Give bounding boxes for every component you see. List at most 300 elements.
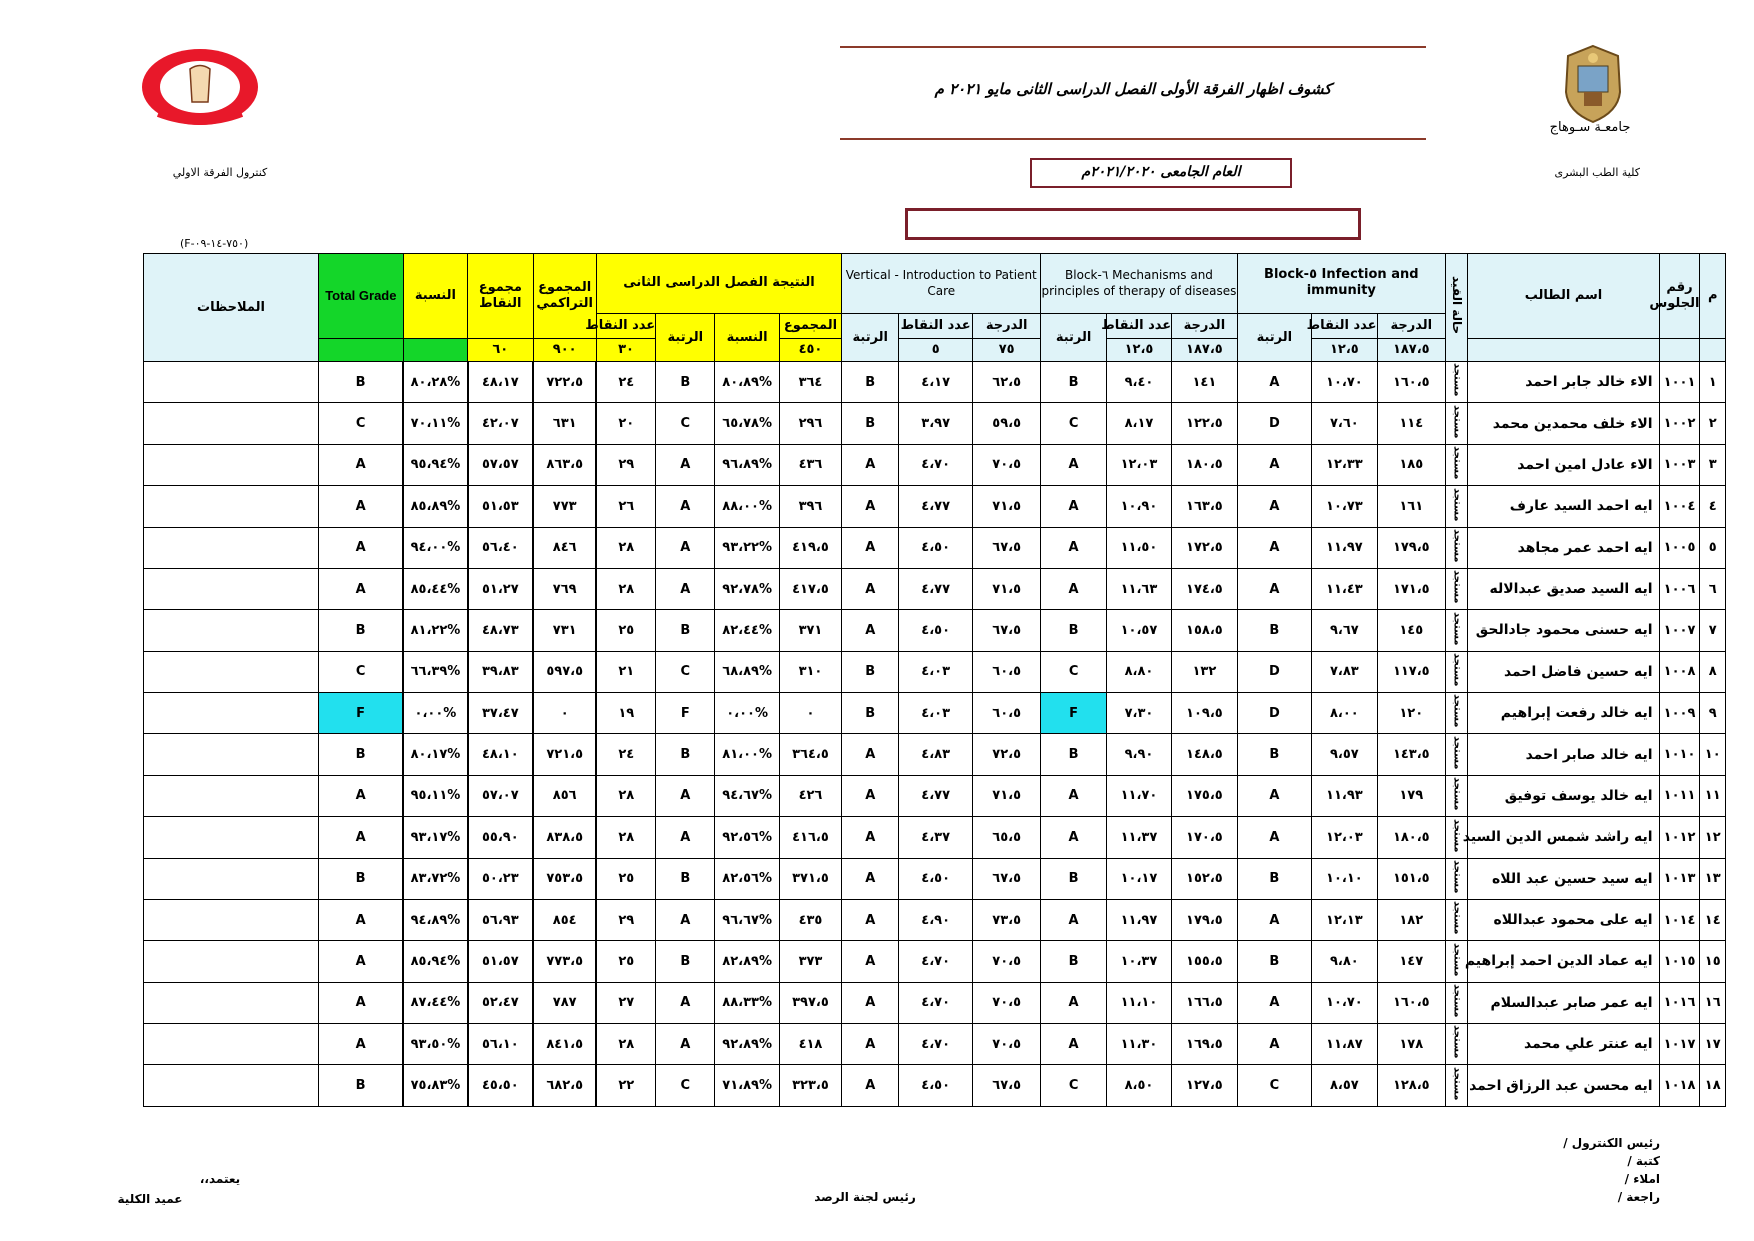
cell-seat: ١٠١٨	[1659, 1065, 1700, 1107]
cell-status: مستجد	[1446, 1024, 1468, 1065]
col-status: حالة القيد	[1446, 254, 1468, 362]
cell-m: ١٨	[1700, 1065, 1726, 1107]
cell-b6r: A	[1041, 568, 1106, 609]
cell-grade: C	[318, 403, 403, 444]
cell-rank: A	[656, 444, 715, 485]
cell-b5p: ١٢،٣٣	[1312, 444, 1377, 485]
cell-cum: ٨٥٤	[533, 899, 596, 940]
cell-name: الاء عادل امين احمد	[1468, 444, 1659, 485]
cell-notes	[144, 527, 319, 568]
cell-name: ايه راشد شمس الدين السيد	[1468, 817, 1659, 858]
cell-sp: ٢٠	[596, 403, 655, 444]
cell-ptot: ٤٨،١٧	[468, 362, 533, 403]
cell-seat: ١٠٠٣	[1659, 444, 1700, 485]
cell-fpct: %٩٥،٩٤	[403, 444, 467, 485]
cell-notes	[144, 1065, 319, 1107]
cell-ptot: ٤٥،٥٠	[468, 1065, 533, 1107]
cell-notes	[144, 982, 319, 1023]
cell-cum: ٨٣٨،٥	[533, 817, 596, 858]
col-block5: Block-٥ Infection and immunity	[1237, 254, 1445, 314]
cell-b6d: ١٧٢،٥	[1172, 527, 1237, 568]
cell-sp: ١٩	[596, 693, 655, 734]
cell-b6d: ١٥٢،٥	[1172, 858, 1237, 899]
cell-name: ايه عماد الدين احمد إبراهيم	[1468, 941, 1659, 982]
v-points: عدد النقاط	[899, 313, 973, 338]
cell-status: مستجد	[1446, 982, 1468, 1023]
cell-pct: %٩٢،٨٩	[715, 1024, 779, 1065]
sig-dictation: املاء /	[1624, 1172, 1660, 1186]
cell-seat: ١٠١٣	[1659, 858, 1700, 899]
cell-tot: ٣٧١،٥	[779, 858, 841, 899]
cell-vr: A	[842, 1065, 899, 1107]
cell-status: مستجد	[1446, 444, 1468, 485]
cell-fpct: %٠،٠٠	[403, 693, 467, 734]
cell-m: ١	[1700, 362, 1726, 403]
max-b6-points: ١٢،٥	[1106, 338, 1171, 361]
cell-b6d: ١٥٥،٥	[1172, 941, 1237, 982]
cell-pct: %٨٢،٤٤	[715, 610, 779, 651]
cell-vr: A	[842, 610, 899, 651]
cell-b6p: ١١،٥٠	[1106, 527, 1171, 568]
cell-b5d: ١١٧،٥	[1377, 651, 1445, 692]
cell-b5p: ٧،٨٣	[1312, 651, 1377, 692]
cell-b6r: A	[1041, 1024, 1106, 1065]
cell-notes	[144, 941, 319, 982]
cell-cum: ٦٣١	[533, 403, 596, 444]
cell-vr: B	[842, 693, 899, 734]
v-degree: الدرجة	[972, 313, 1040, 338]
cell-ptot: ٥١،٥٣	[468, 486, 533, 527]
cell-b5d: ١٦٠،٥	[1377, 362, 1445, 403]
cell-b6d: ١٣٢	[1172, 651, 1237, 692]
cell-b6d: ١٢٢،٥	[1172, 403, 1237, 444]
cell-vd: ٦٧،٥	[972, 527, 1040, 568]
title-rule-bottom	[840, 138, 1426, 140]
cell-b6r: F	[1041, 693, 1106, 734]
cell-m: ١٤	[1700, 899, 1726, 940]
cell-pct: %٩٦،٦٧	[715, 899, 779, 940]
cell-b6d: ١٨٠،٥	[1172, 444, 1237, 485]
university-seal-logo	[1548, 42, 1638, 127]
cell-vd: ٧٠،٥	[972, 444, 1040, 485]
cell-fpct: %٦٦،٣٩	[403, 651, 467, 692]
cell-rank: A	[656, 899, 715, 940]
cell-vr: B	[842, 651, 899, 692]
faculty-logo	[138, 44, 263, 130]
cell-b6r: C	[1041, 1065, 1106, 1107]
header-row-1	[144, 254, 1726, 314]
cell-cum: ٧٧٣	[533, 486, 596, 527]
b5-points: عدد النقاط	[1312, 313, 1377, 338]
cell-vd: ٧٠،٥	[972, 941, 1040, 982]
cell-ptot: ٥١،٢٧	[468, 568, 533, 609]
cell-sp: ٢٩	[596, 899, 655, 940]
cell-pct: %٩٤،٦٧	[715, 775, 779, 816]
cell-name: ايه خالد يوسف توفيق	[1468, 775, 1659, 816]
cell-b5p: ٨،٥٧	[1312, 1065, 1377, 1107]
cell-ptot: ٣٧،٤٧	[468, 693, 533, 734]
cell-b6d: ١٧٩،٥	[1172, 899, 1237, 940]
cell-b5p: ٩،٥٧	[1312, 734, 1377, 775]
cell-b5d: ١٢٠	[1377, 693, 1445, 734]
control-label: كنترول الفرقة الاولي	[172, 166, 268, 179]
max-cumulative: ٩٠٠	[533, 338, 596, 361]
col-m: م	[1700, 254, 1726, 339]
cell-m: ٥	[1700, 527, 1726, 568]
max-b5-degree: ١٨٧،٥	[1377, 338, 1445, 361]
cell-vr: A	[842, 941, 899, 982]
cell-b5r: A	[1237, 444, 1312, 485]
cell-cum: ٨٤١،٥	[533, 1024, 596, 1065]
cell-m: ٢	[1700, 403, 1726, 444]
cell-fpct: %٨٠،١٧	[403, 734, 467, 775]
cell-name: ايه خالد صابر احمد	[1468, 734, 1659, 775]
university-name: جامعـة سـوهاج	[1549, 120, 1631, 135]
cell-vr: A	[842, 858, 899, 899]
cell-b6p: ١١،٩٧	[1106, 899, 1171, 940]
cell-grade: A	[318, 568, 403, 609]
header-row-3	[144, 338, 1726, 361]
cell-fpct: %٨٥،٤٤	[403, 568, 467, 609]
cell-b6p: ٩،٩٠	[1106, 734, 1171, 775]
cell-m: ٦	[1700, 568, 1726, 609]
max-sem-points: ٣٠	[596, 338, 655, 361]
cell-vp: ٤،٧٠	[899, 1024, 973, 1065]
cell-rank: A	[656, 527, 715, 568]
cell-b5d: ١٦٠،٥	[1377, 982, 1445, 1023]
cell-b5d: ١٥١،٥	[1377, 858, 1445, 899]
cell-seat: ١٠٠٩	[1659, 693, 1700, 734]
cell-ptot: ٤٢،٠٧	[468, 403, 533, 444]
cell-m: ١٣	[1700, 858, 1726, 899]
cell-tot: ٣٦٤	[779, 362, 841, 403]
table-row	[144, 403, 1726, 444]
cell-b6p: ٩،٤٠	[1106, 362, 1171, 403]
cell-fpct: %٨٣،٧٢	[403, 858, 467, 899]
b6-rank: الرتبة	[1041, 313, 1106, 361]
cell-notes	[144, 444, 319, 485]
col-semester-result: النتيجة الفصل الدراسى الثانى	[596, 254, 841, 314]
cell-b6p: ١٠،٥٧	[1106, 610, 1171, 651]
cell-cum: ٧٢٢،٥	[533, 362, 596, 403]
cell-tot: ٣١٠	[779, 651, 841, 692]
cell-status: مستجد	[1446, 817, 1468, 858]
cell-cum: ٨٤٦	[533, 527, 596, 568]
cell-vd: ٧١،٥	[972, 775, 1040, 816]
cell-tot: ٣٧١	[779, 610, 841, 651]
cell-b6r: A	[1041, 775, 1106, 816]
table-row	[144, 486, 1726, 527]
cell-ptot: ٣٩،٨٣	[468, 651, 533, 692]
cell-b5d: ١٧٩،٥	[1377, 527, 1445, 568]
cell-ptot: ٥٢،٤٧	[468, 982, 533, 1023]
cell-b6r: B	[1041, 610, 1106, 651]
cell-vr: A	[842, 982, 899, 1023]
cell-b5d: ١٨٠،٥	[1377, 817, 1445, 858]
cell-vd: ٦٢،٥	[972, 362, 1040, 403]
cell-m: ٣	[1700, 444, 1726, 485]
cell-seat: ١٠١٧	[1659, 1024, 1700, 1065]
cell-b5r: A	[1237, 568, 1312, 609]
cell-tot: ٤١٩،٥	[779, 527, 841, 568]
cell-ptot: ٥٥،٩٠	[468, 817, 533, 858]
cell-pct: %٧١،٨٩	[715, 1065, 779, 1107]
cell-b5p: ٩،٨٠	[1312, 941, 1377, 982]
cell-notes	[144, 568, 319, 609]
cell-vp: ٤،٨٣	[899, 734, 973, 775]
cell-grade: A	[318, 775, 403, 816]
cell-fpct: %٩٣،٥٠	[403, 1024, 467, 1065]
cell-grade: A	[318, 444, 403, 485]
cell-b5p: ١١،٨٧	[1312, 1024, 1377, 1065]
cell-b6p: ١٠،١٧	[1106, 858, 1171, 899]
cell-vp: ٤،٣٧	[899, 817, 973, 858]
cell-b6d: ١٧٠،٥	[1172, 817, 1237, 858]
cell-notes	[144, 486, 319, 527]
cell-status: مستجد	[1446, 527, 1468, 568]
cell-seat: ١٠١١	[1659, 775, 1700, 816]
cell-vd: ٦٠،٥	[972, 651, 1040, 692]
cell-tot: ٤٣٦	[779, 444, 841, 485]
cell-fpct: %٨٥،٩٤	[403, 941, 467, 982]
cell-sp: ٢٤	[596, 362, 655, 403]
cell-seat: ١٠٠٧	[1659, 610, 1700, 651]
cell-cum: ٦٨٢،٥	[533, 1065, 596, 1107]
cell-vr: A	[842, 444, 899, 485]
cell-b5d: ١٦١	[1377, 486, 1445, 527]
cell-b5d: ١٤٣،٥	[1377, 734, 1445, 775]
cell-rank: A	[656, 486, 715, 527]
cell-status: مستجد	[1446, 403, 1468, 444]
cell-cum: ٧٨٧	[533, 982, 596, 1023]
cell-b5d: ١٨٢	[1377, 899, 1445, 940]
cell-m: ١٧	[1700, 1024, 1726, 1065]
cell-m: ١١	[1700, 775, 1726, 816]
cell-pct: %٩٦،٨٩	[715, 444, 779, 485]
cell-sp: ٢٨	[596, 817, 655, 858]
cell-b6r: B	[1041, 734, 1106, 775]
cell-ptot: ٤٨،٧٣	[468, 610, 533, 651]
cell-pct: %٦٨،٨٩	[715, 651, 779, 692]
cell-vd: ٧٠،٥	[972, 1024, 1040, 1065]
cell-vd: ٦٧،٥	[972, 858, 1040, 899]
cell-ptot: ٥٧،٥٧	[468, 444, 533, 485]
cell-b6r: B	[1041, 362, 1106, 403]
cell-b6d: ١٤١	[1172, 362, 1237, 403]
cell-b5d: ١٨٥	[1377, 444, 1445, 485]
cell-b6p: ١١،٣٠	[1106, 1024, 1171, 1065]
cell-rank: C	[656, 1065, 715, 1107]
cell-b5r: A	[1237, 982, 1312, 1023]
cell-cum: ٨٦٣،٥	[533, 444, 596, 485]
cell-rank: B	[656, 734, 715, 775]
cell-vp: ٤،٥٠	[899, 610, 973, 651]
cell-sp: ٢٥	[596, 858, 655, 899]
cell-fpct: %٩٤،٠٠	[403, 527, 467, 568]
cell-status: مستجد	[1446, 941, 1468, 982]
cell-vr: A	[842, 527, 899, 568]
cell-name: ايه عمر صابر عبدالسلام	[1468, 982, 1659, 1023]
cell-b5p: ١١،٩٧	[1312, 527, 1377, 568]
cell-m: ١٠	[1700, 734, 1726, 775]
cell-pct: %٨٨،٣٣	[715, 982, 779, 1023]
table-row	[144, 362, 1726, 403]
cell-sp: ٢٧	[596, 982, 655, 1023]
cell-pct: %٩٢،٥٦	[715, 817, 779, 858]
cell-b5p: ٧،٦٠	[1312, 403, 1377, 444]
b6-degree: الدرجة	[1172, 313, 1237, 338]
cell-seat: ١٠١٦	[1659, 982, 1700, 1023]
cell-b5d: ١٤٥	[1377, 610, 1445, 651]
v-rank: الرتبة	[842, 313, 899, 361]
cell-tot: ٤٢٦	[779, 775, 841, 816]
cell-status: مستجد	[1446, 610, 1468, 651]
cell-vd: ٧١،٥	[972, 568, 1040, 609]
cell-vp: ٤،٥٠	[899, 1065, 973, 1107]
col-seat: رقم الجلوس	[1659, 254, 1700, 339]
cell-vd: ٦٠،٥	[972, 693, 1040, 734]
cell-m: ٩	[1700, 693, 1726, 734]
cell-vr: A	[842, 1024, 899, 1065]
cell-vp: ٤،١٧	[899, 362, 973, 403]
col-vertical: Vertical - Introduction to Patient Care	[842, 254, 1041, 314]
cell-rank: B	[656, 362, 715, 403]
cell-vr: B	[842, 403, 899, 444]
cell-vd: ٧٣،٥	[972, 899, 1040, 940]
cell-name: ايه على محمود عبداللاه	[1468, 899, 1659, 940]
cell-name: ايه حسين فاضل احمد	[1468, 651, 1659, 692]
cell-b5r: B	[1237, 734, 1312, 775]
cell-pct: %٨٢،٥٦	[715, 858, 779, 899]
cell-b5d: ١١٤	[1377, 403, 1445, 444]
cell-notes	[144, 1024, 319, 1065]
cell-fpct: %٩٥،١١	[403, 775, 467, 816]
cell-b5d: ١٧١،٥	[1377, 568, 1445, 609]
table-row	[144, 1024, 1726, 1065]
cell-fpct: %٧٠،١١	[403, 403, 467, 444]
cell-b5p: ١١،٩٣	[1312, 775, 1377, 816]
cell-sp: ٢٩	[596, 444, 655, 485]
cell-b5r: A	[1237, 775, 1312, 816]
cell-sp: ٢٨	[596, 1024, 655, 1065]
cell-fpct: %٧٥،٨٣	[403, 1065, 467, 1107]
cell-cum: ٥٩٧،٥	[533, 651, 596, 692]
cell-vp: ٤،٥٠	[899, 858, 973, 899]
cell-pct: %٨٠،٨٩	[715, 362, 779, 403]
cell-grade: A	[318, 817, 403, 858]
sig-approved: يعتمد،،	[199, 1172, 241, 1186]
col-notes: الملاحظات	[144, 254, 319, 362]
table-row	[144, 982, 1726, 1023]
sig-review: راجعة /	[1617, 1190, 1660, 1204]
cell-b6p: ١١،١٠	[1106, 982, 1171, 1023]
cell-rank: F	[656, 693, 715, 734]
cell-status: مستجد	[1446, 651, 1468, 692]
cell-name: ايه حسنى محمود جادالحق	[1468, 610, 1659, 651]
cell-status: مستجد	[1446, 1065, 1468, 1107]
cell-b5r: A	[1237, 899, 1312, 940]
col-total-grade: Total Grade	[318, 254, 403, 339]
cell-name: ايه السيد صديق عبدالاله	[1468, 568, 1659, 609]
cell-notes	[144, 775, 319, 816]
cell-tot: ٣٢٣،٥	[779, 1065, 841, 1107]
cell-b5r: B	[1237, 941, 1312, 982]
sem-points: عدد النقاط	[596, 313, 655, 338]
cell-b5p: ١٠،٧٠	[1312, 362, 1377, 403]
cell-vd: ٦٥،٥	[972, 817, 1040, 858]
max-points-total: ٦٠	[468, 338, 533, 361]
sig-dean: عميد الكلية	[117, 1192, 183, 1206]
cell-b6r: A	[1041, 982, 1106, 1023]
cell-b5r: A	[1237, 1024, 1312, 1065]
col-percentage: النسبة	[403, 254, 467, 339]
cell-b6d: ١٥٨،٥	[1172, 610, 1237, 651]
cell-b6d: ١٦٦،٥	[1172, 982, 1237, 1023]
cell-grade: B	[318, 362, 403, 403]
cell-b5r: A	[1237, 817, 1312, 858]
document-title: كشوف اظهار الفرقة الأولى الفصل الدراسى الثانى مايو ٢٠٢١ م	[934, 80, 1332, 98]
cell-name: الاء خلف محمدين محمد	[1468, 403, 1659, 444]
cell-vd: ٧١،٥	[972, 486, 1040, 527]
cell-notes	[144, 734, 319, 775]
cell-cum: ٧٥٣،٥	[533, 858, 596, 899]
cell-m: ٨	[1700, 651, 1726, 692]
max-b6-degree: ١٨٧،٥	[1172, 338, 1237, 361]
cell-vp: ٤،٧٧	[899, 775, 973, 816]
cell-b5p: ١٢،١٣	[1312, 899, 1377, 940]
cell-b6p: ١٢،٠٣	[1106, 444, 1171, 485]
col-points-total: مجموع النقاط	[468, 254, 533, 339]
cell-m: ١٢	[1700, 817, 1726, 858]
cell-vp: ٣،٩٧	[899, 403, 973, 444]
cell-vr: A	[842, 817, 899, 858]
cell-seat: ١٠٠٨	[1659, 651, 1700, 692]
cell-notes	[144, 858, 319, 899]
cell-pct: %٨٨،٠٠	[715, 486, 779, 527]
cell-sp: ٢٨	[596, 568, 655, 609]
cell-pct: %٨٢،٨٩	[715, 941, 779, 982]
cell-ptot: ٥٧،٠٧	[468, 775, 533, 816]
cell-m: ٧	[1700, 610, 1726, 651]
max-v-points: ٥	[899, 338, 973, 361]
cell-b6r: A	[1041, 527, 1106, 568]
cell-rank: A	[656, 568, 715, 609]
cell-tot: ٣٩٧،٥	[779, 982, 841, 1023]
blank-info-box	[905, 208, 1361, 240]
cell-b6r: A	[1041, 444, 1106, 485]
cell-pct: %٦٥،٧٨	[715, 403, 779, 444]
cell-pct: %٩٢،٧٨	[715, 568, 779, 609]
cell-grade: A	[318, 1024, 403, 1065]
cell-status: مستجد	[1446, 734, 1468, 775]
cell-notes	[144, 693, 319, 734]
cell-ptot: ٥٦،٩٣	[468, 899, 533, 940]
table-row	[144, 568, 1726, 609]
table-row	[144, 1065, 1726, 1107]
cell-vp: ٤،٧٠	[899, 982, 973, 1023]
cell-fpct: %٨٥،٨٩	[403, 486, 467, 527]
cell-status: مستجد	[1446, 858, 1468, 899]
table-row	[144, 899, 1726, 940]
cell-ptot: ٥٦،٤٠	[468, 527, 533, 568]
cell-pct: %٠،٠٠	[715, 693, 779, 734]
cell-rank: B	[656, 858, 715, 899]
results-table	[143, 253, 1726, 1107]
cell-b5p: ١٠،٧٠	[1312, 982, 1377, 1023]
cell-tot: ٤٣٥	[779, 899, 841, 940]
cell-tot: ٤١٨	[779, 1024, 841, 1065]
cell-b5p: ٨،٠٠	[1312, 693, 1377, 734]
